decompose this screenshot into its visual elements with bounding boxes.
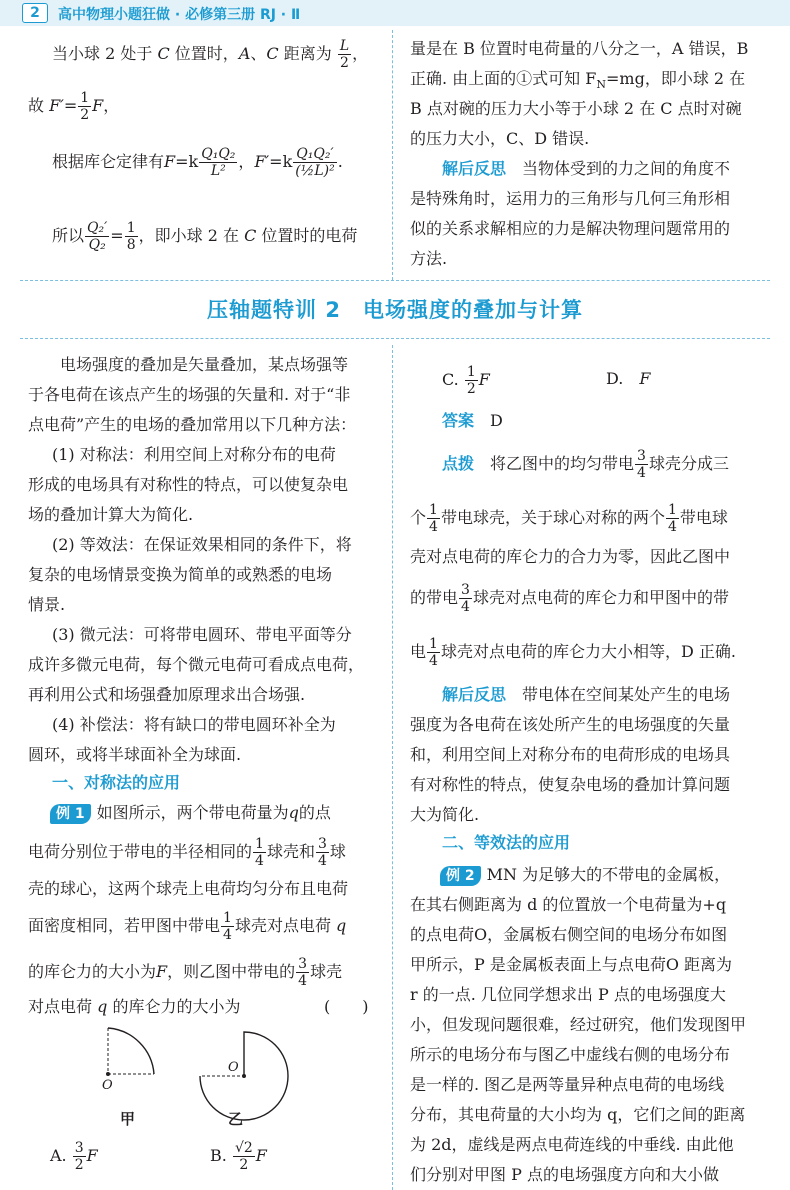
text-line: 根据库仑定律有F=k $\frac{\text{Q₁Q₂}}{\text{L²}}$ ，F′=k $\frac{\text{Q₁Q₂′}}{\text{(½L)²}}$ .	[52, 146, 343, 179]
center-label-o: O	[102, 1078, 113, 1093]
reflection-label: 解后反思	[442, 685, 507, 704]
column-divider-top	[392, 30, 393, 280]
option-a[interactable]: A. $\frac{3}{2}$ F	[50, 1140, 98, 1173]
text-line: 形成的电场具有对称性的特点，可以使复杂电	[28, 475, 349, 494]
text-line: 例 1 如图所示，两个带电荷量为q的点	[50, 798, 331, 828]
figure-label-jia: 甲	[120, 1110, 136, 1128]
text-line: 的带电 $\frac{3}{4}$ 球壳对点电荷的库仑力和甲图中的带	[410, 582, 729, 615]
text-line: B 点对碗的压力大小等于小球 2 在 C 点时对碗	[410, 99, 742, 118]
fraction: $\frac{1}{4}$	[255, 836, 264, 869]
fraction: $\frac{3}{4}$	[637, 448, 646, 481]
text-line: 对点电荷 q 的库仑力的大小为	[28, 997, 241, 1016]
fraction: $\frac{1}{4}$	[223, 910, 232, 943]
fraction: $\frac{1}{8}$	[126, 220, 136, 253]
fraction: $\frac{1}{4}$	[667, 502, 677, 535]
text-line: 点电荷”产生的电场的叠加常用以下几种方法：	[28, 415, 357, 434]
figure-label-yi: 乙	[228, 1110, 244, 1128]
fraction: $\frac{L}{2}$	[339, 38, 350, 71]
fraction: $\frac{\text{Q₂′}}{\text{Q₂}}$	[87, 220, 108, 253]
text-line: 复杂的电场情景变换为简单的或熟悉的电场	[28, 565, 333, 584]
text-line: 圆环，或将半球面补全为球面.	[28, 745, 242, 764]
text-line: 情景.	[28, 595, 66, 614]
text-line: r 的一点. 几位同学想求出 P 点的电场强度大	[410, 985, 726, 1004]
text-line: 面密度相同，若甲图中带电 $\frac{1}{4}$ 球壳对点电荷 q	[28, 910, 347, 943]
text-line: 再利用公式和场强叠加原理求出合场强.	[28, 685, 306, 704]
text-line: 的库仑力的大小为F，则乙图中带电的 $\frac{3}{4}$ 球壳	[28, 956, 343, 989]
section-divider	[20, 338, 770, 339]
text-line: 是特殊角时，运用力的三角形与几何三角形相	[410, 189, 731, 208]
text-line: 强度为各电荷在该处所产生的电场强度的矢量	[410, 715, 731, 734]
text-line: 场的叠加计算大为简化.	[28, 505, 194, 524]
fraction: $\frac{1}{4}$	[429, 636, 438, 669]
text-line: 们分别对甲图 P 点的电场强度方向和大小做	[410, 1165, 719, 1184]
text-line: 正确. 由上面的①式可知 $F_N=mg$，即小球 2 在	[410, 69, 746, 92]
answer-label: 答案	[442, 411, 475, 430]
text-line: 量是在 B 位置时电荷量的八分之一，A 错误，B	[410, 39, 749, 58]
fraction: $\frac{√2}{2}$	[234, 1140, 253, 1173]
answer-line: 答案 D	[442, 411, 503, 430]
figure-yi-three-quarter-shell	[196, 1024, 296, 1124]
text-line: (2) 等效法：在保证效果相同的条件下，将	[52, 535, 352, 554]
option-d[interactable]: D. F	[606, 369, 651, 388]
text-line: (3) 微元法：可将带电圆环、带电平面等分	[52, 625, 352, 644]
text-line: 所示的电场分布与图乙中虚线右侧的电场分布	[410, 1045, 731, 1064]
fraction: $\frac{\text{Q₁Q₂}}{\text{L²}}$	[201, 146, 236, 179]
example-badge: 例 2	[440, 866, 481, 886]
text-line: 是一样的. 图乙是两等量异种点电荷的电场线	[410, 1075, 725, 1094]
text-line: 方法.	[410, 249, 448, 268]
text-line: 点拨 将乙图中的均匀带电 $\frac{3}{4}$ 球壳分成三	[442, 448, 729, 481]
text-line: 于各电荷在该点产生的场强的矢量和. 对于“非	[28, 385, 351, 404]
tip-label: 点拨	[442, 454, 475, 473]
text-line: 和，利用空间上对称分布的电荷形成的电场具	[410, 745, 731, 764]
fraction: $\frac{3}{4}$	[317, 836, 327, 869]
text-line: 电场强度的叠加是矢量叠加，某点场强等	[60, 355, 349, 374]
text-line: 电 $\frac{1}{4}$ 球壳对点电荷的库仑力大小相等，D 正确.	[410, 636, 736, 669]
text-line: 小，但发现问题很难，经过研究，他们发现图甲	[410, 1015, 747, 1034]
fraction: $\frac{\text{Q₁Q₂′}}{\text{(½L)²}}$	[295, 146, 335, 179]
option-c[interactable]: C. $\frac{1}{2}$ F	[442, 364, 490, 397]
text-line: 解后反思 带电体在空间某处产生的电场	[442, 685, 731, 704]
text-line: 个 $\frac{1}{4}$ 带电球壳，关于球心对称的两个 $\frac{1}{4}$ 带电球	[410, 502, 728, 535]
text-line: 当小球 2 处于 C 位置时，A、C 距离为 $\frac{L}{2}$ ，	[52, 38, 369, 71]
text-line: 解后反思 当物体受到的力之间的角度不	[442, 159, 731, 178]
page-number: 2	[22, 3, 48, 23]
fraction: $\frac{3}{4}$	[298, 956, 308, 989]
text-line: (4) 补偿法：将有缺口的带电圆环补全为	[52, 715, 336, 734]
text-line: 为 2d，虚线是两点电荷连线的中垂线. 由此他	[410, 1135, 734, 1154]
book-title: 高中物理小题狂做 · 必修第三册 RJ · Ⅱ	[58, 7, 301, 23]
section-divider	[20, 280, 770, 281]
reflection-label: 解后反思	[442, 159, 507, 178]
fraction: $\frac{1}{4}$	[429, 502, 438, 535]
text-line: (1) 对称法：利用空间上对称分布的电荷	[52, 445, 336, 464]
text-line: 甲所示，P 是金属板表面上与点电荷O 距离为	[410, 955, 733, 974]
text-line: 成许多微元电荷，每个微元电荷可看成点电荷，	[28, 655, 365, 674]
topic-title: 压轴题特训 2 电场强度的叠加与计算	[207, 298, 583, 322]
example-badge: 例 1	[50, 804, 91, 824]
text-line: 例 2 MN 为足够大的不带电的金属板，	[440, 860, 730, 890]
text-line: 所以 $\frac{\text{Q₂′}}{\text{Q₂}}$ = $\frac{1}{8}$ ，即小球 2 在 C 位置时的电荷	[52, 220, 358, 253]
page-header	[0, 0, 790, 26]
fraction: $\frac{1}{2}$	[466, 364, 476, 397]
center-label-o: O	[228, 1060, 239, 1075]
answer-parentheses: ( )	[324, 997, 369, 1016]
fraction: $\frac{1}{2}$	[80, 90, 90, 123]
text-line: 故 F′= $\frac{1}{2}$ F，	[28, 90, 120, 123]
option-b[interactable]: B. $\frac{√2}{2}$ F	[210, 1140, 267, 1173]
text-line: 壳对点电荷的库仑力的合力为零，因此乙图中	[410, 547, 731, 566]
fraction: $\frac{3}{2}$	[74, 1140, 84, 1173]
column-divider-main	[392, 345, 393, 1190]
text-line: 分布，其电荷量的大小均为 q，它们之间的距离	[410, 1105, 746, 1124]
text-line: 的压力大小，C、D 错误.	[410, 129, 590, 148]
section-heading-symmetry: 一、对称法的应用	[52, 773, 181, 792]
text-line: 有对称性的特点，使复杂电场的叠加计算问题	[410, 775, 731, 794]
text-line: 大为简化.	[410, 805, 480, 824]
text-line: 的点电荷O，金属板右侧空间的电场分布如图	[410, 925, 728, 944]
text-line: 电荷分别位于带电的半径相同的 $\frac{1}{4}$ 球壳和 $\frac{3}{4}$ 球	[28, 836, 346, 869]
fraction: $\frac{3}{4}$	[461, 582, 470, 615]
text-line: 似的关系求解相应的力是解决物理问题常用的	[410, 219, 731, 238]
section-heading-equivalence: 二、等效法的应用	[442, 833, 571, 852]
text-line: 壳的球心，这两个球壳上电荷均匀分布且电荷	[28, 879, 349, 898]
text-line: 在其右侧距离为 d 的位置放一个电荷量为+q	[410, 895, 727, 914]
